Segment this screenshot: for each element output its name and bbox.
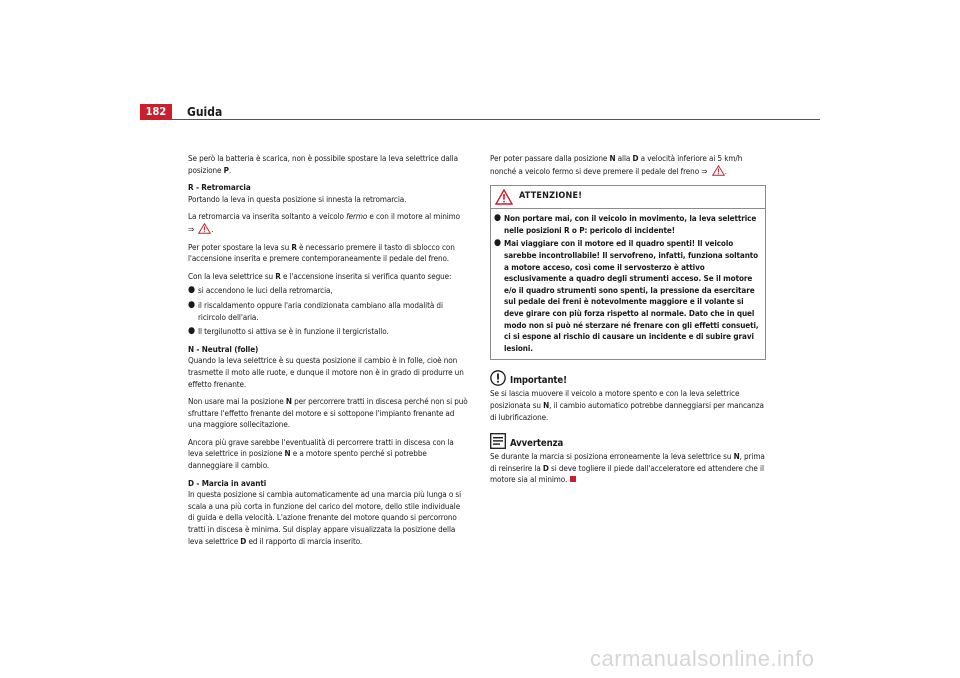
neutral-paragraph-1: Quando la leva selettrice è su questa posizione il cambio è in folle, cioè non trasmette il moto alle ruote, e dunque il motore non è in grado di produrre un effetto frenante. xyxy=(188,355,464,389)
list-item: ● Mai viaggiare con il motore ed il quadro spenti! Il veicolo sarebbe incontrollabile! Il servofreno, infatti, funziona soltanto a motore acceso, così come il servosterzo è attivo esclusivamente a quadro degli strumenti acceso. Se il motore e/o il quadro strumenti sono spenti, la pressione da esercitare sul pedale dei freni è notevolmente maggiore e il volante si deve girare con più forza rispetto al normale. Dato che in quel modo non si può né sterzare né frenare con gli effetti consueti, ci si espone al rischio di causare un incidente e di subire gravi lesioni. xyxy=(494,238,759,353)
left-column xyxy=(188,153,468,553)
warning-title: ATTENZIONE! xyxy=(519,191,583,202)
shift-paragraph: Per poter passare dalla posizione N alla D a velocità inferiore ai 5 km/h nonché a veicolo fermo si deve premere il pedale del freno ⇒ . xyxy=(490,153,743,176)
list-item: ● Non portare mai, con il veicolo in movimento, la leva selettrice nelle posizioni R o P: pericolo di incidente! xyxy=(494,213,757,235)
watermark: carmanualsonline.info xyxy=(590,646,815,671)
important-paragraph: Se si lascia muovere il veicolo a motore spento e con la leva selettrice posizionata su N, il cambio automatico potrebbe danneggiarsi per mancanza di lubrificazione. xyxy=(490,388,764,422)
page-number: 182 xyxy=(140,104,172,120)
heading-neutral: N - Neutral (folle) xyxy=(188,343,259,354)
arrow-ref: ⇒ xyxy=(188,223,195,234)
important-title: Importante! xyxy=(510,375,567,387)
header-divider xyxy=(172,119,820,120)
neutral-paragraph-3: Ancora più grave sarebbe l'eventualità di percorrere tratti in discesa con la leva selettrice in posizione N e a motore spento perché si potrebbe danneggiare il cambio. xyxy=(188,436,454,471)
reverse-effects-list xyxy=(188,285,468,337)
note-paragraph: Se durante la marcia si posiziona erroneamente la leva selettrice su N, prima di reinserire la D si deve togliere il piede dall'acceleratore ed attendere che il motore sia al minimo. xyxy=(490,451,765,485)
reverse-paragraph-2: La retromarcia va inserita soltanto a veicolo fermo e con il motore al minimo ⇒ . xyxy=(188,211,461,234)
list-item: ● il riscaldamento oppure l'aria condizionata cambiano alla modalità di ricircolo dell'aria. xyxy=(188,299,443,322)
note-header xyxy=(490,433,770,451)
warning-triangle-icon xyxy=(495,189,513,205)
warning-triangle-icon xyxy=(198,223,211,234)
reverse-paragraph-3: Per poter spostare la leva su R è necessario premere il tasto di sblocco con l'accensione inserita e premere contemporaneamente il pedale del freno. xyxy=(188,241,455,264)
warning-box xyxy=(490,185,766,360)
neutral-paragraph-2: Non usare mai la posizione N per percorrere tratti in discesa perché non si può sfruttare l'effetto frenante del motore e si sottopone l'impianto frenante ad una maggiore sollecitazione. xyxy=(188,396,468,430)
warning-body xyxy=(491,209,765,359)
heading-drive: D - Marcia in avanti xyxy=(188,477,267,488)
reverse-paragraph-4: Con la leva selettrice su R e l'accensione inserita si verifica quanto segue: xyxy=(188,270,452,281)
section-title: Guida xyxy=(187,105,223,119)
exclamation-circle-icon xyxy=(490,370,506,386)
important-header xyxy=(490,370,770,388)
heading-reverse: R - Retromarcia xyxy=(188,182,251,193)
right-column xyxy=(490,153,770,492)
warning-triangle-icon xyxy=(712,165,725,176)
note-icon xyxy=(490,433,506,449)
end-mark-icon xyxy=(570,476,576,482)
reverse-paragraph-1: Portando la leva in questa posizione si innesta la retromarcia. xyxy=(188,193,407,204)
list-item: ● Il tergilunotto si attiva se è in funzione il tergicristallo. xyxy=(188,326,389,337)
page-header xyxy=(140,104,820,120)
battery-paragraph: Se però la batteria è scarica, non è possibile spostare la leva selettrice dalla posizione P. xyxy=(188,153,458,175)
warning-header xyxy=(491,186,765,209)
list-item: ● si accendono le luci della retromarcia, xyxy=(188,285,333,296)
drive-paragraph-1: In questa posizione si cambia automaticamente ad una marcia più lunga o si scala a una più corta in funzione del carico del motore, dello stile individuale di guida e della velocità. L'azione frenante del motore quando si percorrono tratti in discesa è minima. Sul display appare visualizzata la posizione della leva selettrice D ed il rapporto di marcia inserito. xyxy=(188,489,462,546)
note-title: Avvertenza xyxy=(510,438,564,450)
arrow-ref: ⇒ xyxy=(701,165,708,176)
